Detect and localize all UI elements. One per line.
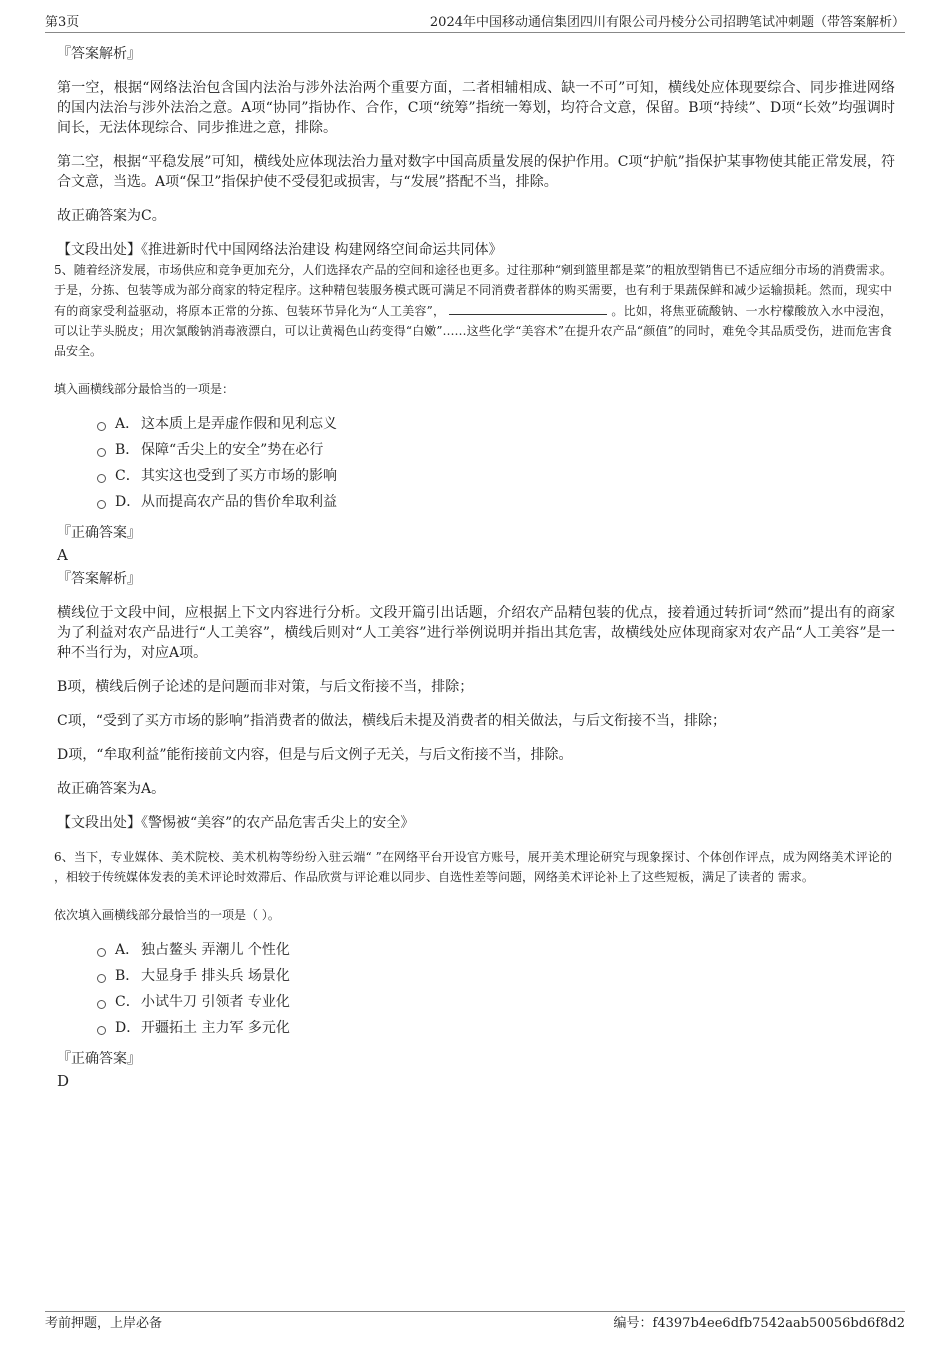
q5-text-after-blank: 。比如，将焦亚硫酸钠、一水柠檬酸放入水中浸泡，可以让芋头脱皮；用次氯酸钠消毒液漂白，可以让黄褐色山药变得“白嫩”……这些化学“美容术”在提升农产品“颜值”的同时，难免令其品质受伤，进而危害食品安全。 [54,304,892,358]
q5-option-d[interactable]: D． 从而提高农产品的售价牟取利益 [97,489,895,515]
page-footer [45,1311,905,1337]
q4-analysis-label: 『答案解析』 [57,46,141,62]
radio-icon[interactable] [97,448,106,457]
q6-option-d[interactable]: D． 开疆拓土 主力军 多元化 [97,1015,895,1041]
footer-slogan: 考前押题，上岸必备 [45,1316,163,1331]
q5-option-a[interactable]: A． 这本质上是弄虚作假和见利忘义 [97,411,895,437]
radio-icon[interactable] [97,1000,106,1009]
q5-fill-blank [449,300,607,315]
q4-analysis-paragraph-1: 第一空，根据“网络法治包含国内法治与涉外法治两个重要方面，二者相辅相成、缺一不可”可知，横线处应体现要综合、同步推进网络的国内法治与涉外法治之意。A项“协同”指协作、合作，C项“统筹”指统一筹划，均符合文意，保留。B项“持续”、D项“长效”均强调时间长，无法体现综合、同步推进之意，排除。 [57,80,895,136]
q6-question-text: 6、当下，专业媒体、美术院校、美术机构等纷纷入驻云端“ ”在网络平台开设官方账号，展开美术理论研究与现象探讨、个体创作评点，成为网络美术评论的 ，相较于传统媒体发表的美术评论时效滞后、作品欣赏与评论难以同步、自选性差等问题，网络美术评论补上了这些短板，满足了读者的 需求。 [54,850,892,884]
q5-text-before-blank: 5、随着经济发展，市场供应和竞争更加充分，人们选择农产品的空间和途径也更多。过往那种“剜到篮里都是菜”的粗放型销售已不适应细分市场的消费需求。于是，分拣、包装等成为部分商家的特定程序。这种精包装服务模式既可满足不同消费者群体的购买需要，也有利于果蔬保鲜和减少运输损耗。然而，现实中有的商家受利益驱动，将原本正常的分拣、包装环节异化为“人工美容”， [54,263,892,318]
document-title: 2024年中国移动通信集团四川有限公司丹棱分公司招聘笔试冲刺题（带答案解析） [429,15,905,30]
radio-icon[interactable] [97,422,106,431]
q5-option-c[interactable]: C． 其实这也受到了买方市场的影响 [97,463,895,489]
radio-icon[interactable] [97,474,106,483]
page-number: 第3页 [45,15,80,30]
q6-answer-label: 『正确答案』 [57,1051,141,1067]
page-header [45,14,905,33]
q5-analysis-b: B项，横线后例子论述的是问题而非对策，与后文衔接不当，排除； [57,679,474,695]
q5-source: 【文段出处】《警惕被“美容”的农产品危害舌尖上的安全》 [57,815,415,831]
q6-options [57,937,895,1041]
q4-conclusion: 故正确答案为C。 [57,208,166,224]
q5-analysis-label: 『答案解析』 [57,571,141,587]
page-content [54,38,895,1095]
q5-answer: A [57,546,68,564]
q6-option-c[interactable]: C． 小试牛刀 引领者 专业化 [97,989,895,1015]
q5-question-text [54,260,892,361]
q5-answer-label: 『正确答案』 [57,525,141,541]
document-code: 编号：f4397b4ee6dfb7542aab50056bd6f8d2 [613,1316,905,1331]
q6-option-a[interactable]: A． 独占鳌头 弄潮儿 个性化 [97,937,895,963]
q5-analysis-c: C项，“受到了买方市场的影响”指消费者的做法，横线后未提及消费者的相关做法，与后文衔接不当，排除； [57,713,727,729]
q5-analysis-paragraph: 横线位于文段中间，应根据上下文内容进行分析。文段开篇引出话题，介绍农产品精包装的优点，接着通过转折词“然而”提出有的商家为了利益对农产品进行“人工美容”，横线后则对“人工美容”进行举例说明并指出其危害，故横线处应体现商家对农产品“人工美容”是一种不当行为，对应A项。 [57,605,895,661]
q5-prompt: 填入画横线部分最恰当的一项是： [54,382,235,396]
q5-analysis-d: D项，“牟取利益”能衔接前文内容，但是与后文例子无关，与后文衔接不当，排除。 [57,747,573,763]
q5-option-b[interactable]: B． 保障“舌尖上的安全”势在必行 [97,437,895,463]
radio-icon[interactable] [97,974,106,983]
q5-conclusion: 故正确答案为A。 [57,781,166,797]
radio-icon[interactable] [97,500,106,509]
q6-option-b[interactable]: B． 大显身手 排头兵 场景化 [97,963,895,989]
q5-options [57,411,895,515]
q6-answer: D [57,1072,70,1090]
q4-analysis-paragraph-2: 第二空，根据“平稳发展”可知，横线处应体现法治力量对数字中国高质量发展的保护作用。C项“护航”指保护某事物使其能正常发展，符合文意，当选。A项“保卫”指保护使不受侵犯或损害，与“发展”搭配不当，排除。 [57,154,895,190]
q4-source: 【文段出处】《推进新时代中国网络法治建设 构建网络空间命运共同体》 [57,242,503,258]
radio-icon[interactable] [97,948,106,957]
q6-prompt: 依次填入画横线部分最恰当的一项是（ ）。 [54,908,280,922]
radio-icon[interactable] [97,1026,106,1035]
